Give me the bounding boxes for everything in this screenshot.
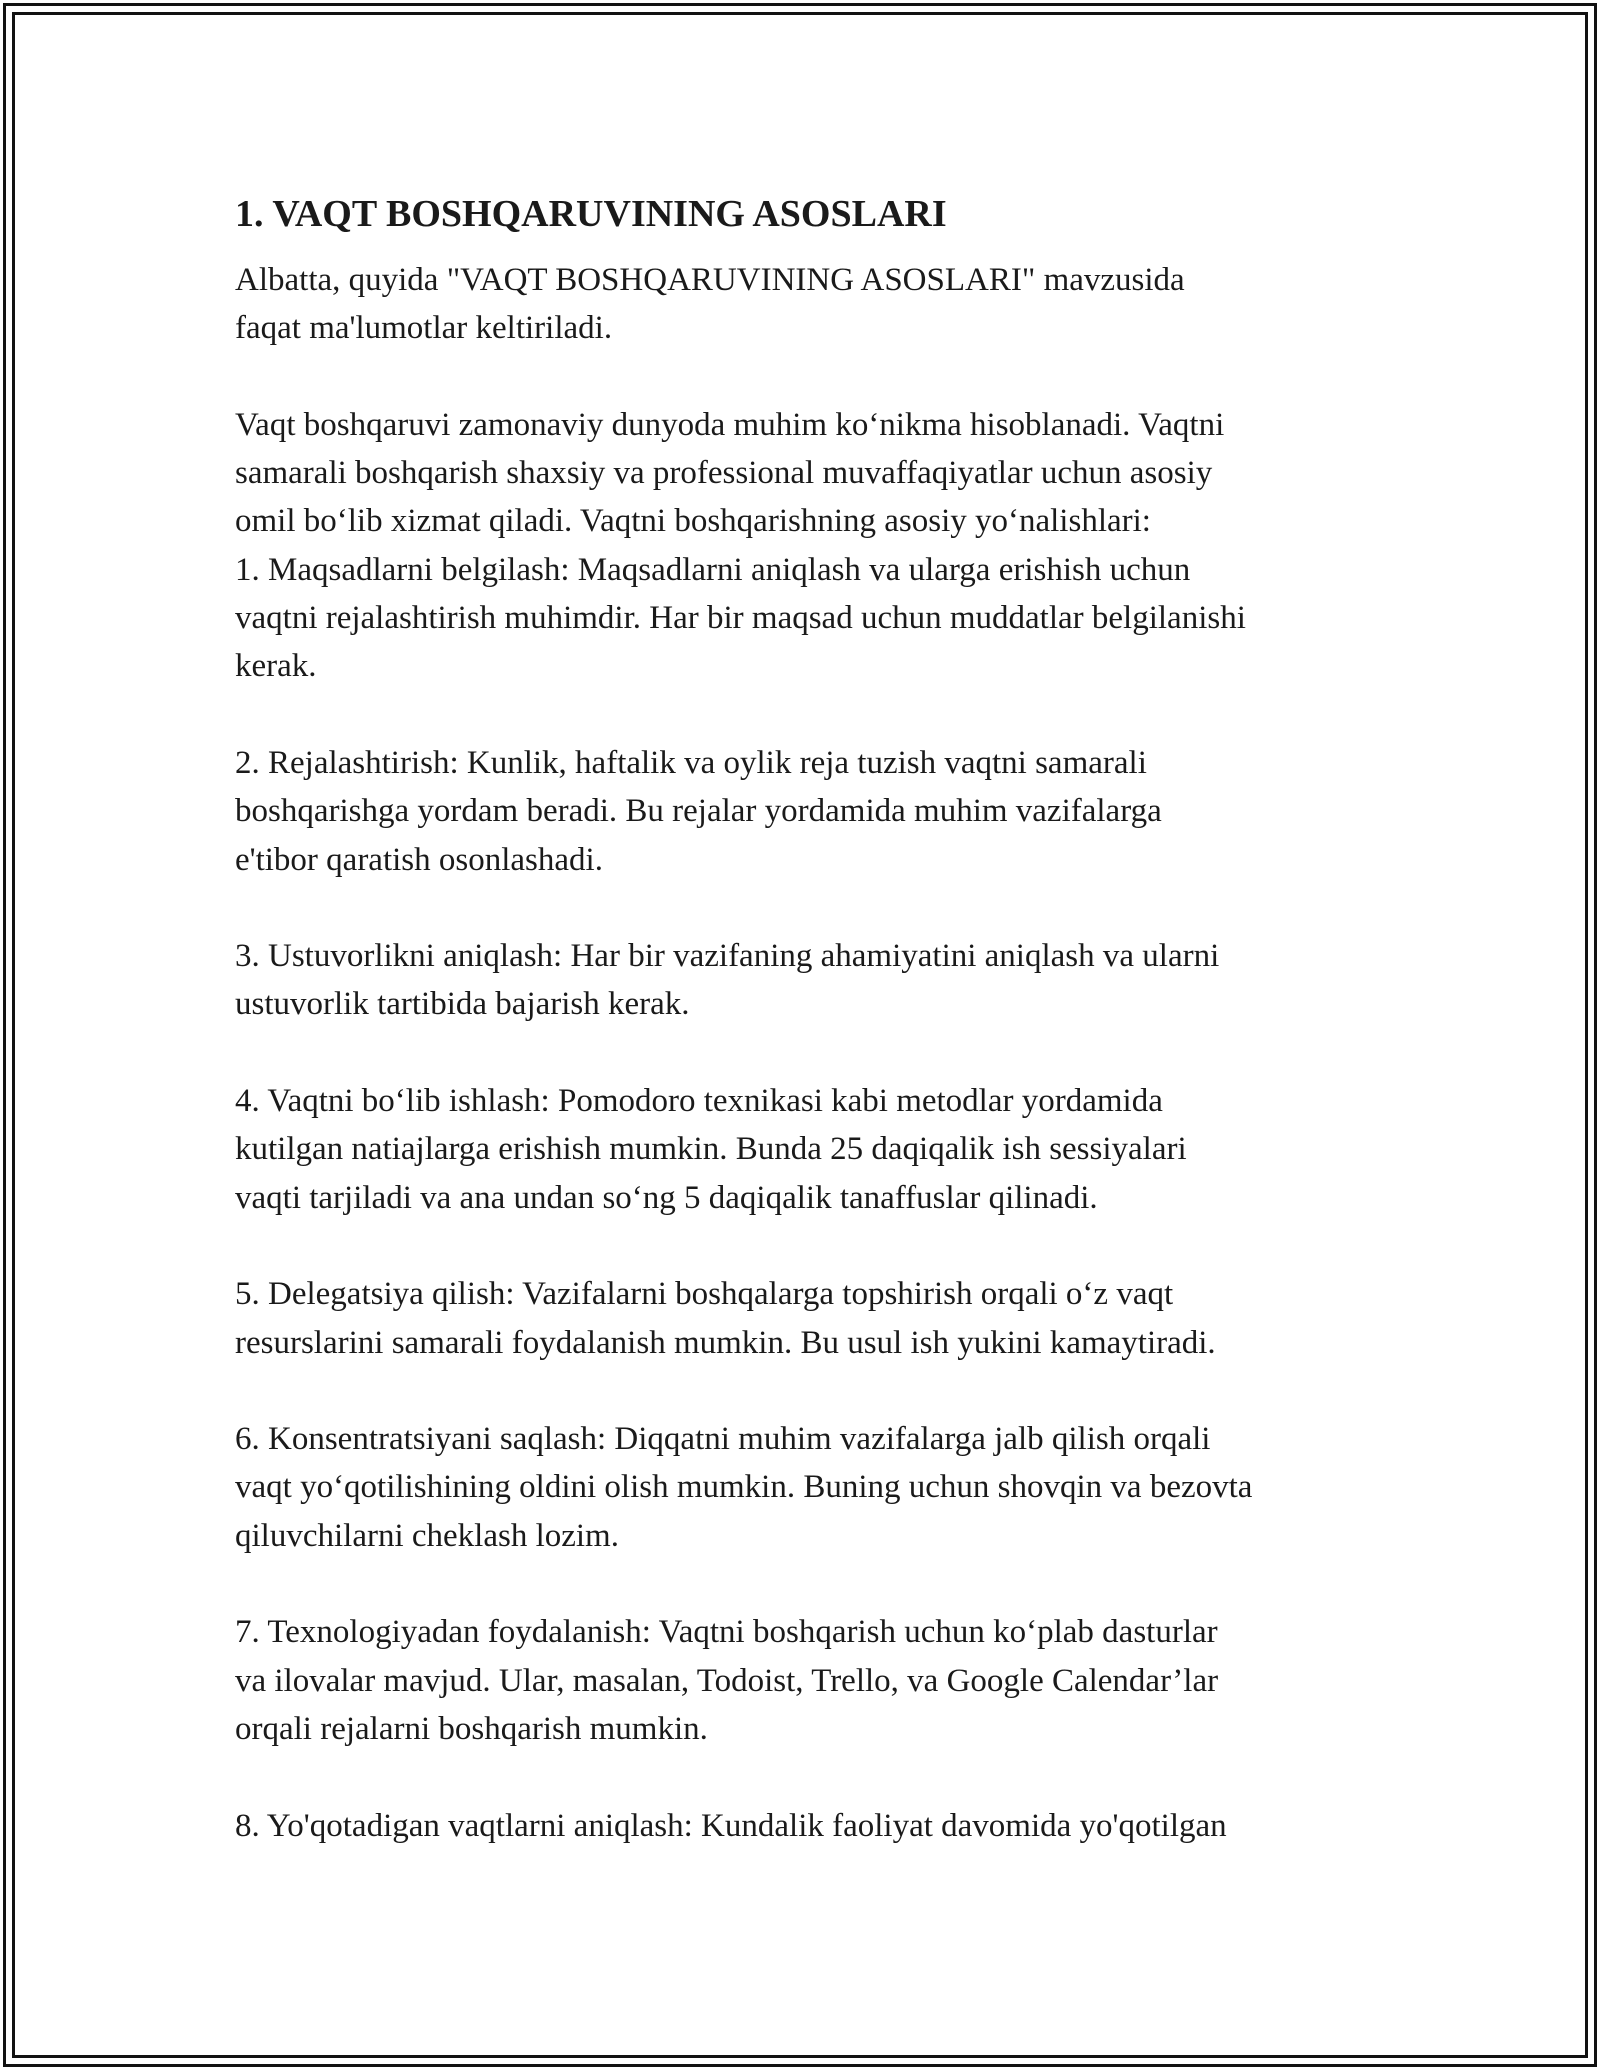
text-line: 5. Delegatsiya qilish: Vazifalarni boshqalarga topshirish orqali oʻz vaqt <box>235 1276 1174 1313</box>
text-line: 6. Konsentratsiyani saqlash: Diqqatni muhim vazifalarga jalb qilish orqali <box>235 1421 1211 1458</box>
blank-line <box>235 353 1375 401</box>
text-line: qiluvchilarni cheklash lozim. <box>235 1517 619 1554</box>
text-line: vaqti tarjiladi va ana undan soʻng 5 daqiqalik tanaffuslar qilinadi. <box>235 1179 1098 1216</box>
document-title: 1. VAQT BOSHQARUVINING ASOSLARI <box>235 193 947 235</box>
text-line: e'tibor qaratish osonlashadi. <box>235 841 603 878</box>
text-line: 4. Vaqtni boʻlib ishlash: Pomodoro texnikasi kabi metodlar yordamida <box>235 1083 1163 1120</box>
text-line: 3. Ustuvorlikni aniqlash: Har bir vazifaning ahamiyatini aniqlash va ularni <box>235 938 1220 975</box>
blank-line <box>235 691 1375 739</box>
text-line: vaqtni rejalashtirish muhimdir. Har bir maqsad uchun muddatlar belgilanishi <box>235 600 1246 637</box>
text-line: kutilgan natiajlarga erishish mumkin. Bunda 25 daqiqalik ish sessiyalari <box>235 1131 1187 1168</box>
blank-line <box>235 1222 1375 1270</box>
document-text <box>235 256 1375 1850</box>
text-line: orqali rejalarni boshqarish mumkin. <box>235 1710 708 1747</box>
text-line: Vaqt boshqaruvi zamonaviy dunyoda muhim koʻnikma hisoblanadi. Vaqtni <box>235 406 1225 443</box>
text-line: boshqarishga yordam beradi. Bu rejalar yordamida muhim vazifalarga <box>235 793 1162 830</box>
text-line: resurslarini samarali foydalanish mumkin. Bu usul ish yukini kamaytiradi. <box>235 1324 1216 1361</box>
blank-line <box>235 884 1375 932</box>
text-line: ustuvorlik tartibida bajarish kerak. <box>235 986 690 1023</box>
blank-line <box>235 1367 1375 1415</box>
text-line: omil boʻlib xizmat qiladi. Vaqtni boshqarishning asosiy yoʻnalishlari: <box>235 503 1151 540</box>
text-line: va ilovalar mavjud. Ular, masalan, Todoist, Trello, va Google Calendar’lar <box>235 1662 1219 1699</box>
blank-line <box>235 1560 1375 1608</box>
text-line: faqat ma'lumotlar keltiriladi. <box>235 310 613 347</box>
text-line: 8. Yo'qotadigan vaqtlarni aniqlash: Kundalik faoliyat davomida yo'qotilgan <box>235 1807 1227 1844</box>
text-line: kerak. <box>235 648 317 685</box>
blank-line <box>235 1753 1375 1801</box>
text-line: 7. Texnologiyadan foydalanish: Vaqtni boshqarish uchun koʻplab dasturlar <box>235 1614 1218 1651</box>
text-line: Albatta, quyida "VAQT BOSHQARUVINING ASOSLARI" mavzusida <box>235 262 1185 298</box>
text-line: 1. Maqsadlarni belgilash: Maqsadlarni aniqlash va ularga erishish uchun <box>235 551 1191 588</box>
blank-line <box>235 1029 1375 1077</box>
text-line: samarali boshqarish shaxsiy va professional muvaffaqiyatlar uchun asosiy <box>235 455 1213 492</box>
document-body <box>235 186 1375 1850</box>
text-line: vaqt yoʻqotilishining oldini olish mumkin. Buning uchun shovqin va bezovta <box>235 1469 1253 1506</box>
text-line: 2. Rejalashtirish: Kunlik, haftalik va oylik reja tuzish vaqtni samarali <box>235 744 1147 781</box>
